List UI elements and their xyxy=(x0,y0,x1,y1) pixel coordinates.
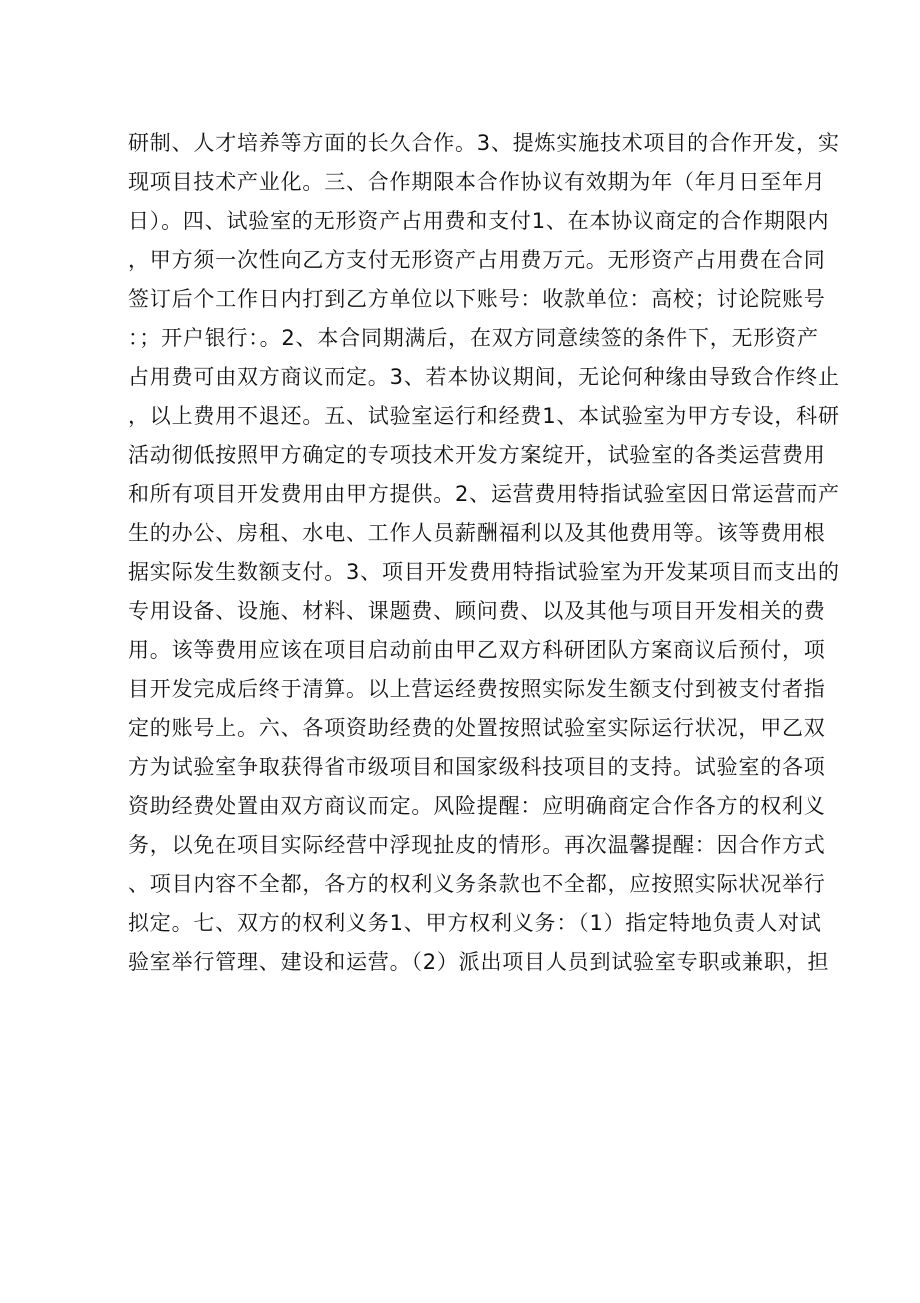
text-line: 专用设备、设施、材料、课题费、顾问费、以及其他与项目开发相关的费 xyxy=(128,599,826,623)
text-line: 和所有项目开发费用由甲方提供。2、运营费用特指试验室因日常运营而产 xyxy=(128,482,840,506)
text-line: 务，以免在项目实际经营中浮现扯皮的情形。再次温馨提醒：因合作方式 xyxy=(128,833,826,857)
text-line: 日）。四、试验室的无形资产占用费和支付1、在本协议商定的合作期限内 xyxy=(128,209,830,233)
text-line: 据实际发生数额支付。3、项目开发费用特指试验室为开发某项目而支出的 xyxy=(128,560,840,584)
text-line: 生的办公、房租、水电、工作人员薪酬福利以及其他费用等。该等费用根 xyxy=(128,521,826,545)
text-line: 研制、人才培养等方面的长久合作。3、提炼实施技术项目的合作开发，实 xyxy=(128,131,840,155)
text-line: 拟定。七、双方的权利义务1、甲方权利义务：（1）指定特地负责人对试 xyxy=(128,911,822,935)
text-line: ：；开户银行：。2、本合同期满后，在双方同意续签的条件下，无形资产 xyxy=(128,326,819,350)
text-line: ，甲方须一次性向乙方支付无形资产占用费万元。无形资产占用费在合同 xyxy=(128,248,826,272)
text-line: 目开发完成后终于清算。以上营运经费按照实际发生额支付到被支付者指 xyxy=(128,677,826,701)
text-line: 、项目内容不全都，各方的权利义务条款也不全都，应按照实际状况举行 xyxy=(128,872,826,896)
text-line: 活动彻低按照甲方确定的专项技术开发方案绽开，试验室的各类运营费用 xyxy=(128,443,826,467)
text-line: ，以上费用不退还。五、试验室运行和经费1、本试验室为甲方专设，科研 xyxy=(128,404,840,428)
text-line: 占用费可由双方商议而定。3、若本协议期间，无论何种缘由导致合作终止 xyxy=(128,365,840,389)
text-line: 签订后个工作日内打到乙方单位以下账号：收款单位：高校；讨论院账号 xyxy=(128,287,826,311)
text-line: 验室举行管理、建设和运营。（2）派出项目人员到试验室专职或兼职，担 xyxy=(128,950,830,974)
text-line: 用。该等费用应该在项目启动前由甲乙双方科研团队方案商议后预付，项 xyxy=(128,638,826,662)
body-text xyxy=(128,124,840,982)
text-line: 方为试验室争取获得省市级项目和国家级科技项目的支持。试验室的各项 xyxy=(128,755,826,779)
text-line: 现项目技术产业化。三、合作期限本合作协议有效期为年（年月日至年月 xyxy=(128,170,826,194)
text-line: 定的账号上。六、各项资助经费的处置按照试验室实际运行状况，甲乙双 xyxy=(128,716,826,740)
text-line: 资助经费处置由双方商议而定。风险提醒：应明确商定合作各方的权利义 xyxy=(128,794,826,818)
